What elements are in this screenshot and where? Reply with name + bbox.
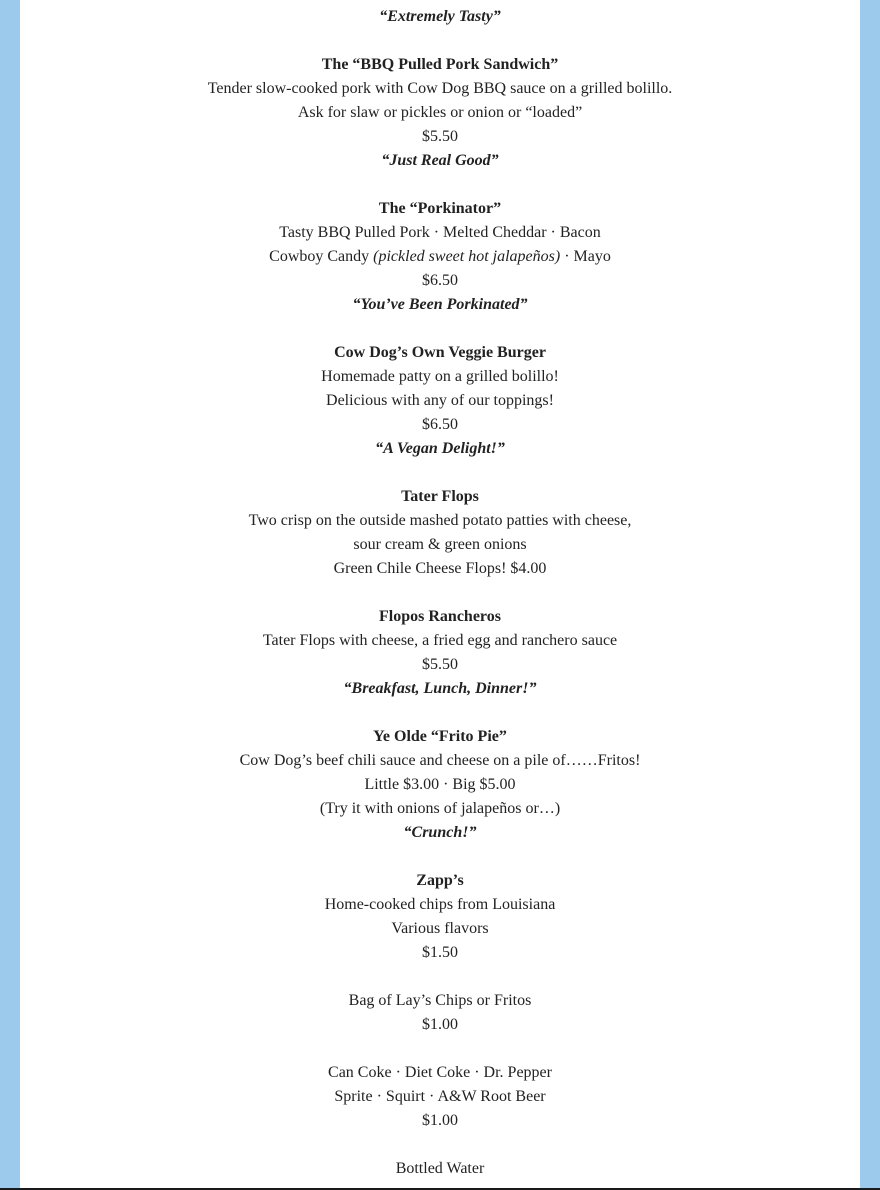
menu-item-zapps [20, 869, 860, 965]
item-description: Tender slow-cooked pork with Cow Dog BBQ sauce on a grilled bolillo. [207, 80, 673, 97]
item-price: $1.00 [422, 1112, 458, 1129]
item-description-part: Cowboy Candy [269, 248, 374, 265]
menu-item-sodas [20, 1061, 860, 1133]
menu-item-veggie-burger [20, 341, 860, 461]
menu-item-lays-chips [20, 989, 860, 1037]
item-description: Cow Dog’s beef chili sauce and cheese on a pile of……Fritos! [239, 752, 641, 769]
menu-item-flopos-rancheros [20, 605, 860, 701]
item-description: sour cream & green onions [353, 536, 527, 553]
item-description: (Try it with onions of jalapeños or…) [319, 800, 561, 817]
item-tagline: “Extremely Tasty” [379, 8, 501, 25]
menu-item-bottled-water [20, 1157, 860, 1181]
item-description: Tater Flops with cheese, a fried egg and ranchero sauce [262, 632, 618, 649]
item-tagline: “Crunch!” [403, 824, 477, 841]
item-description: Homemade patty on a grilled bolillo! [321, 368, 559, 385]
item-description: Bag of Lay’s Chips or Fritos [348, 992, 532, 1009]
item-description-part: · Mayo [560, 248, 611, 265]
item-name: The “Porkinator” [378, 200, 502, 217]
menu-page [20, 0, 860, 1188]
item-tagline: “You’ve Been Porkinated” [352, 296, 528, 313]
item-tagline: “Just Real Good” [381, 152, 499, 169]
item-description: Green Chile Cheese Flops! $4.00 [333, 560, 547, 577]
item-description: Home-cooked chips from Louisiana [324, 896, 556, 913]
item-name: Tater Flops [401, 488, 479, 505]
item-description: Can Coke · Diet Coke · Dr. Pepper [328, 1064, 552, 1081]
item-description: Various flavors [391, 920, 489, 937]
item-description: Tasty BBQ Pulled Pork · Melted Cheddar · Bacon [279, 224, 601, 241]
item-description: Bottled Water [395, 1160, 485, 1177]
item-price: $1.00 [422, 1016, 458, 1033]
item-description-note: (pickled sweet hot jalapeños) [373, 248, 561, 265]
item-price: $6.50 [422, 272, 458, 289]
item-description: Little $3.00 · Big $5.00 [364, 776, 516, 793]
menu-list [20, 0, 860, 1181]
item-description: Ask for slaw or pickles or onion or “loaded” [297, 104, 583, 121]
item-name: Cow Dog’s Own Veggie Burger [334, 344, 546, 361]
item-description [20, 245, 860, 269]
menu-item-frito-pie [20, 725, 860, 845]
item-description: Delicious with any of our toppings! [326, 392, 554, 409]
item-description: Sprite · Squirt · A&W Root Beer [334, 1088, 546, 1105]
menu-item-tater-flops [20, 485, 860, 581]
item-price: $5.50 [422, 128, 458, 145]
item-name: Flopos Rancheros [379, 608, 501, 625]
item-name: Ye Olde “Frito Pie” [373, 728, 507, 745]
menu-item-bbq-pulled-pork [20, 53, 860, 173]
item-price: $5.50 [422, 656, 458, 673]
menu-item-porkinator [20, 197, 860, 317]
item-price: $6.50 [422, 416, 458, 433]
item-tagline: “A Vegan Delight!” [375, 440, 505, 457]
item-name: The “BBQ Pulled Pork Sandwich” [321, 56, 559, 73]
item-price: $1.50 [422, 944, 458, 961]
item-description: Two crisp on the outside mashed potato patties with cheese, [248, 512, 632, 529]
item-tagline: “Breakfast, Lunch, Dinner!” [343, 680, 537, 697]
item-name: Zapp’s [416, 872, 464, 889]
